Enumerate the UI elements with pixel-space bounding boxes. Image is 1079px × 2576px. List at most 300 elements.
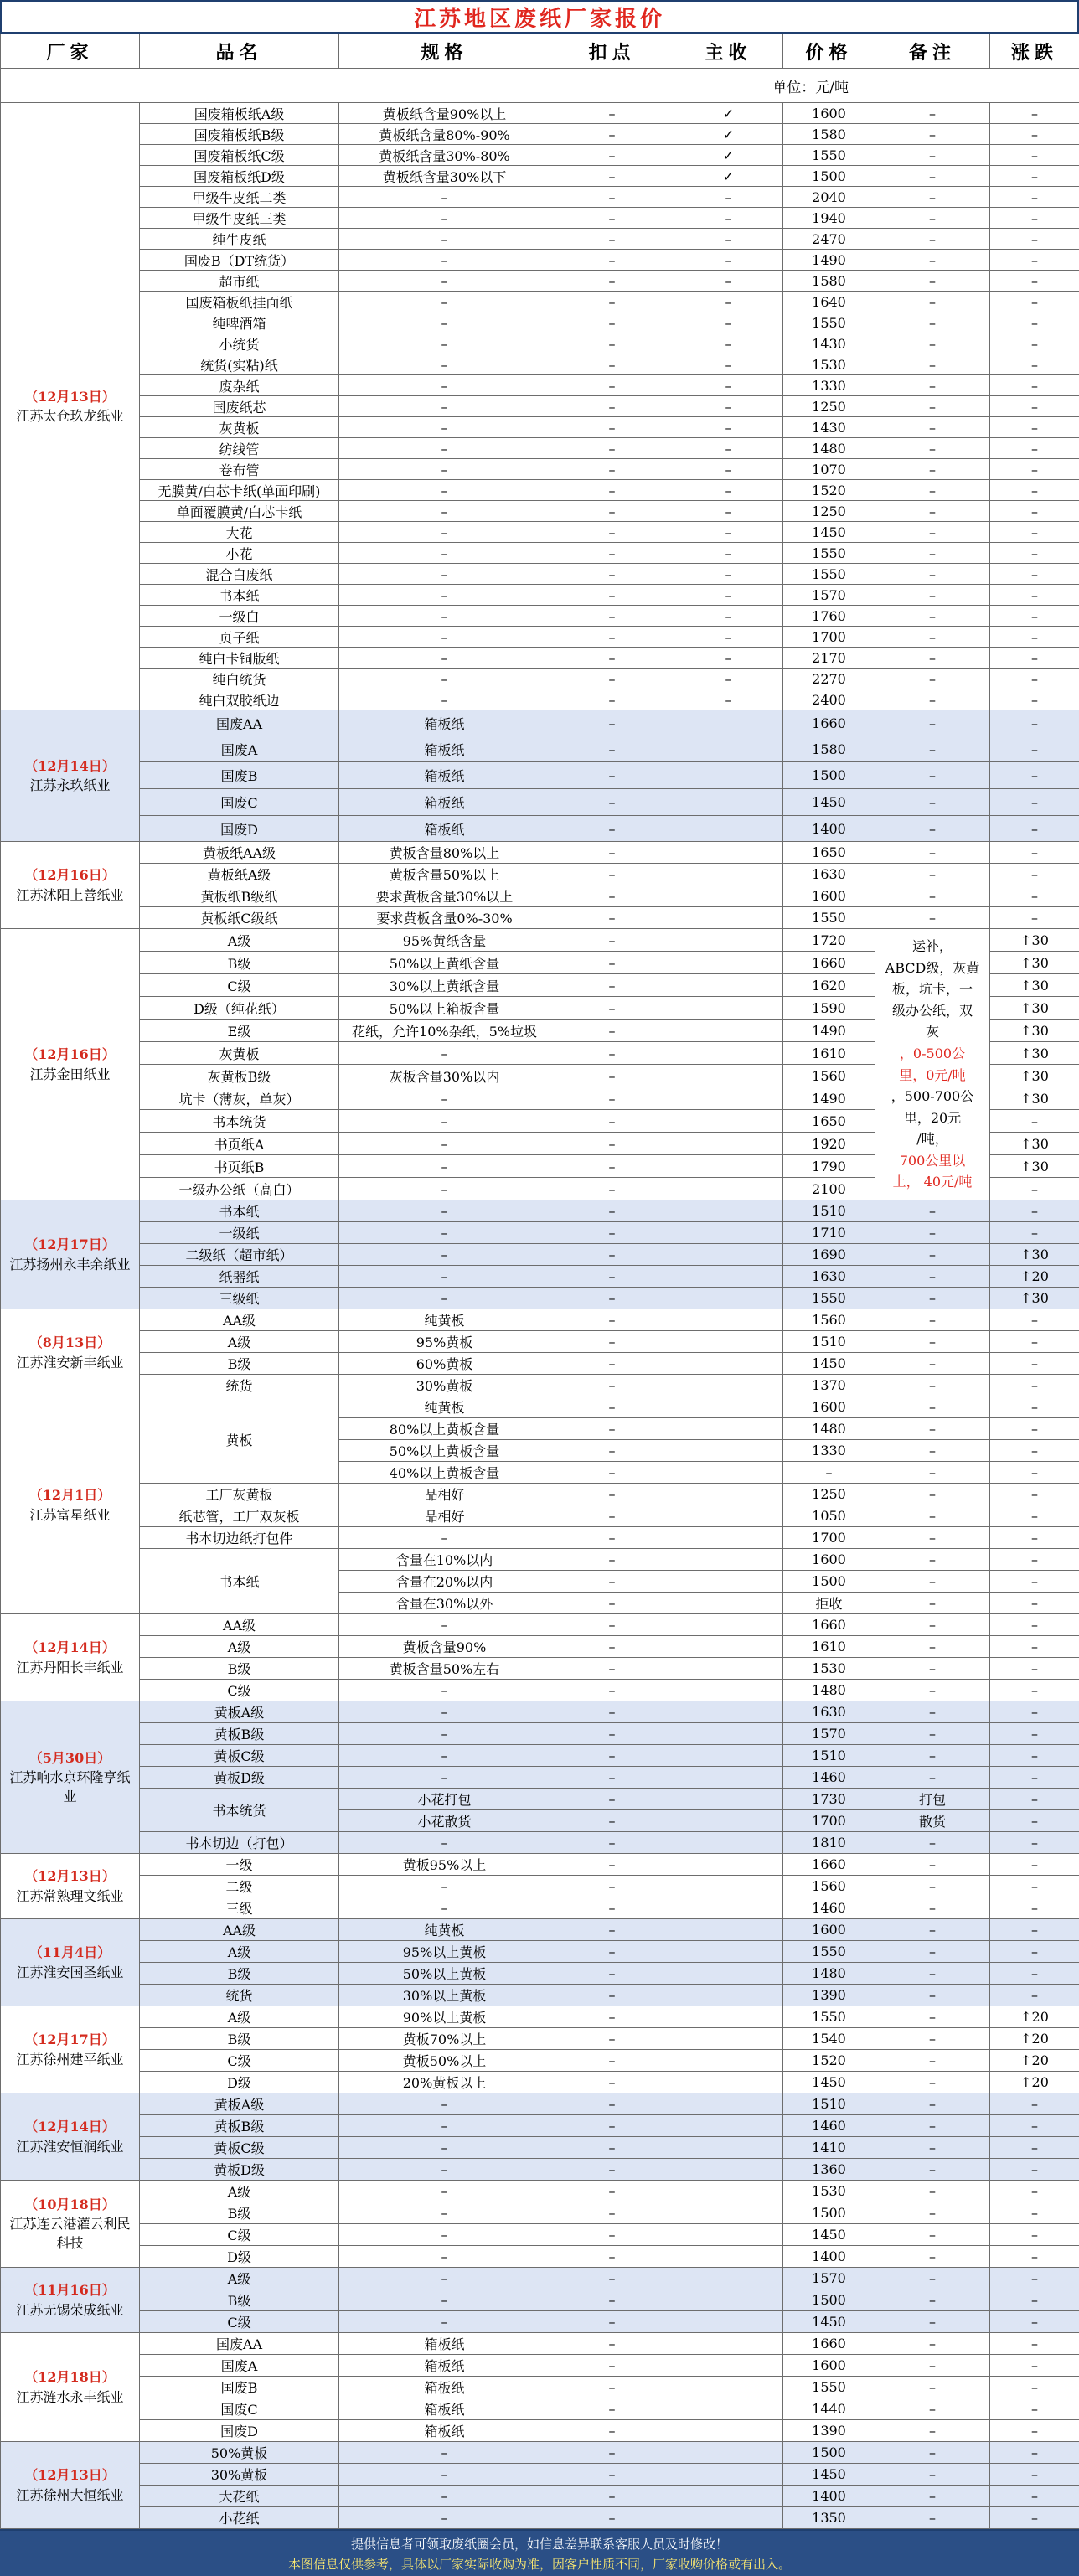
- table-row: [1, 1331, 1079, 1353]
- product-cell: 国废A: [140, 2355, 339, 2377]
- note-cell: [875, 929, 990, 1200]
- price-cell: 1600: [783, 1396, 875, 1418]
- factory-date: （12月13日）: [6, 2465, 134, 2485]
- spec-cell: –: [339, 1876, 550, 1897]
- price-cell: 1620: [783, 974, 875, 997]
- change-cell: –: [990, 1963, 1079, 1985]
- table-row: [1, 1614, 1079, 1636]
- table-row: [1, 1941, 1079, 1963]
- note-cell: –: [875, 2464, 990, 2486]
- price-cell: 1580: [783, 271, 875, 292]
- table-row: [1, 1745, 1079, 1767]
- change-cell: –: [990, 2398, 1079, 2420]
- main-cell: [674, 1266, 783, 1288]
- change-cell: –: [990, 669, 1079, 689]
- price-cell: 1650: [783, 842, 875, 864]
- deduction-cell: –: [550, 1110, 674, 1133]
- note-cell: –: [875, 1919, 990, 1941]
- price-cell: 2100: [783, 1178, 875, 1200]
- change-cell: ↑30: [990, 929, 1079, 952]
- factory-cell: [1, 2181, 140, 2268]
- change-cell: –: [990, 2442, 1079, 2464]
- spec-cell: 箱板纸: [339, 816, 550, 842]
- table-row: [1, 2028, 1079, 2050]
- deduction-cell: –: [550, 1985, 674, 2006]
- spec-cell: 箱板纸: [339, 2377, 550, 2398]
- spec-cell: –: [339, 271, 550, 292]
- note-cell: –: [875, 187, 990, 208]
- deduction-cell: –: [550, 1484, 674, 1505]
- product-cell: 国废A: [140, 736, 339, 762]
- note-cell: –: [875, 2181, 990, 2202]
- main-cell: ✓: [674, 103, 783, 124]
- change-cell: –: [990, 1571, 1079, 1593]
- product-cell: 三级纸: [140, 1288, 339, 1309]
- change-cell: –: [990, 1985, 1079, 2006]
- main-cell: [674, 885, 783, 907]
- deduction-cell: –: [550, 710, 674, 736]
- price-cell: 2170: [783, 648, 875, 669]
- main-cell: [674, 2377, 783, 2398]
- change-cell: –: [990, 1484, 1079, 1505]
- price-cell: 1510: [783, 1745, 875, 1767]
- product-cell: 小花: [140, 543, 339, 564]
- product-cell: B级: [140, 2202, 339, 2224]
- price-cell: 1390: [783, 2420, 875, 2442]
- table-row: [1, 124, 1079, 145]
- product-cell: B级: [140, 1353, 339, 1375]
- factory-name: 江苏沭阳上善纸业: [16, 887, 123, 903]
- product-cell: B级: [140, 2289, 339, 2311]
- price-cell: 1600: [783, 1549, 875, 1571]
- main-cell: [674, 929, 783, 952]
- note-cell: –: [875, 103, 990, 124]
- change-cell: –: [990, 1200, 1079, 1222]
- table-row: [1, 606, 1079, 627]
- main-cell: [674, 1680, 783, 1701]
- spec-cell: –: [339, 1723, 550, 1745]
- product-cell: 国废箱板纸C级: [140, 145, 339, 166]
- deduction-cell: –: [550, 459, 674, 480]
- spec-cell: –: [339, 312, 550, 333]
- table-row: [1, 710, 1079, 736]
- change-cell: –: [990, 2224, 1079, 2246]
- product-cell: 页子纸: [140, 627, 339, 648]
- factory-date: （12月16日）: [6, 865, 134, 885]
- note-line: 里，0元/吨: [879, 1065, 986, 1087]
- note-cell: –: [875, 606, 990, 627]
- price-cell: 1400: [783, 2486, 875, 2507]
- note-cell: –: [875, 1614, 990, 1636]
- note-cell: –: [875, 2093, 990, 2115]
- deduction-cell: –: [550, 1876, 674, 1897]
- product-cell: AA级: [140, 1919, 339, 1941]
- note-cell: –: [875, 229, 990, 250]
- product-cell: AA级: [140, 1309, 339, 1331]
- deduction-cell: –: [550, 907, 674, 929]
- price-cell: 1480: [783, 1680, 875, 1701]
- main-cell: [674, 1353, 783, 1375]
- product-cell: A级: [140, 2268, 339, 2289]
- main-cell: [674, 2072, 783, 2093]
- price-cell: 1530: [783, 1658, 875, 1680]
- change-cell: –: [990, 1505, 1079, 1527]
- spec-cell: 要求黄板含量30%以上: [339, 885, 550, 907]
- price-cell: 1540: [783, 2028, 875, 2050]
- product-cell: 纸器纸: [140, 1266, 339, 1288]
- table-row: [1, 2289, 1079, 2311]
- main-cell: [674, 1636, 783, 1658]
- change-cell: –: [990, 2268, 1079, 2289]
- price-cell: 1480: [783, 1963, 875, 1985]
- price-cell: 1550: [783, 145, 875, 166]
- price-cell: 1250: [783, 501, 875, 522]
- price-cell: 1250: [783, 396, 875, 417]
- product-cell: 甲级牛皮纸三类: [140, 208, 339, 229]
- change-cell: –: [990, 292, 1079, 312]
- header-note: 备注: [875, 34, 990, 69]
- deduction-cell: –: [550, 1222, 674, 1244]
- price-cell: 1550: [783, 2006, 875, 2028]
- table-row: [1, 2420, 1079, 2442]
- main-cell: [674, 2333, 783, 2355]
- main-cell: [674, 1484, 783, 1505]
- deduction-cell: –: [550, 1155, 674, 1178]
- change-cell: –: [990, 627, 1079, 648]
- product-cell: 甲级牛皮纸二类: [140, 187, 339, 208]
- deduction-cell: –: [550, 606, 674, 627]
- product-cell: 国废D: [140, 2420, 339, 2442]
- table-row: [1, 250, 1079, 271]
- deduction-cell: –: [550, 1178, 674, 1200]
- main-cell: [674, 2442, 783, 2464]
- spec-cell: –: [339, 2181, 550, 2202]
- change-cell: ↑20: [990, 2028, 1079, 2050]
- note-cell: –: [875, 1723, 990, 1745]
- spec-cell: –: [339, 2289, 550, 2311]
- product-cell: 国废箱板纸B级: [140, 124, 339, 145]
- table-row: [1, 789, 1079, 816]
- spec-cell: –: [339, 396, 550, 417]
- deduction-cell: –: [550, 2072, 674, 2093]
- table-row: [1, 2268, 1079, 2289]
- product-cell: 小统货: [140, 333, 339, 354]
- change-cell: –: [990, 1593, 1079, 1614]
- note-cell: –: [875, 1985, 990, 2006]
- deduction-cell: –: [550, 789, 674, 816]
- spec-cell: –: [339, 2268, 550, 2289]
- spec-cell: 黄板含量50%以上: [339, 864, 550, 885]
- spec-cell: 要求黄板含量0%-30%: [339, 907, 550, 929]
- main-cell: [674, 2115, 783, 2137]
- deduction-cell: –: [550, 2028, 674, 2050]
- spec-cell: –: [339, 208, 550, 229]
- product-cell: 国废D: [140, 816, 339, 842]
- price-cell: 1450: [783, 2224, 875, 2246]
- note-cell: –: [875, 907, 990, 929]
- main-cell: [674, 2050, 783, 2072]
- table-row: [1, 2442, 1079, 2464]
- factory-date: （12月17日）: [6, 1235, 134, 1254]
- main-cell: –: [674, 229, 783, 250]
- deduction-cell: –: [550, 997, 674, 1020]
- table-row: [1, 292, 1079, 312]
- spec-cell: 50%以上箱板含量: [339, 997, 550, 1020]
- product-cell: C级: [140, 2224, 339, 2246]
- price-cell: 1330: [783, 1440, 875, 1462]
- product-cell: D级: [140, 2246, 339, 2268]
- main-cell: ✓: [674, 145, 783, 166]
- spec-cell: 花纸，允许10%杂纸，5%垃圾: [339, 1020, 550, 1042]
- table-row: [1, 522, 1079, 543]
- deduction-cell: –: [550, 354, 674, 375]
- deduction-cell: –: [550, 1042, 674, 1065]
- spec-cell: –: [339, 375, 550, 396]
- price-cell: 1450: [783, 2072, 875, 2093]
- table-row: [1, 2093, 1079, 2115]
- product-cell: A级: [140, 1941, 339, 1963]
- deduction-cell: –: [550, 627, 674, 648]
- note-cell: –: [875, 1963, 990, 1985]
- change-cell: –: [990, 250, 1079, 271]
- main-cell: [674, 2093, 783, 2115]
- main-cell: [674, 1658, 783, 1680]
- product-cell: 黄板D级: [140, 2159, 339, 2181]
- product-cell: AA级: [140, 1614, 339, 1636]
- price-cell: 1550: [783, 2377, 875, 2398]
- change-cell: –: [990, 762, 1079, 789]
- factory-cell: [1, 1200, 140, 1309]
- price-cell: 1570: [783, 585, 875, 606]
- main-cell: –: [674, 585, 783, 606]
- table-row: [1, 438, 1079, 459]
- product-cell: 废杂纸: [140, 375, 339, 396]
- change-cell: –: [990, 2137, 1079, 2159]
- deduction-cell: –: [550, 2398, 674, 2420]
- deduction-cell: –: [550, 1065, 674, 1087]
- price-cell: 1940: [783, 208, 875, 229]
- header-price: 价格: [783, 34, 875, 69]
- spec-cell: 箱板纸: [339, 2398, 550, 2420]
- table-row: [1, 1396, 1079, 1418]
- change-cell: –: [990, 543, 1079, 564]
- product-cell: 黄板C级: [140, 2137, 339, 2159]
- product-cell: 卷布管: [140, 459, 339, 480]
- spec-cell: 箱板纸: [339, 736, 550, 762]
- main-cell: [674, 1244, 783, 1266]
- spec-cell: 黄板纸含量90%以上: [339, 103, 550, 124]
- change-cell: –: [990, 271, 1079, 292]
- price-cell: 拒收: [783, 1593, 875, 1614]
- factory-cell: [1, 1854, 140, 1919]
- product-cell: 工厂灰黄板: [140, 1484, 339, 1505]
- table-row: [1, 1723, 1079, 1745]
- price-cell: 1660: [783, 952, 875, 974]
- deduction-cell: –: [550, 208, 674, 229]
- note-line: 里，20元: [879, 1107, 986, 1129]
- main-cell: [674, 789, 783, 816]
- price-cell: 1440: [783, 2398, 875, 2420]
- note-cell: –: [875, 585, 990, 606]
- spec-cell: 箱板纸: [339, 2420, 550, 2442]
- note-cell: –: [875, 1462, 990, 1484]
- product-cell: 统货: [140, 1985, 339, 2006]
- main-cell: [674, 762, 783, 789]
- deduction-cell: –: [550, 885, 674, 907]
- spec-cell: –: [339, 2093, 550, 2115]
- spec-cell: –: [339, 438, 550, 459]
- price-cell: 1350: [783, 2507, 875, 2529]
- factory-date: （12月1日）: [6, 1485, 134, 1505]
- main-cell: –: [674, 438, 783, 459]
- spec-cell: 95%以上黄板: [339, 1941, 550, 1963]
- note-cell: –: [875, 1701, 990, 1723]
- product-cell: 国废C: [140, 789, 339, 816]
- change-cell: –: [990, 1941, 1079, 1963]
- price-cell: 1430: [783, 417, 875, 438]
- table-row: [1, 2246, 1079, 2268]
- change-cell: –: [990, 1549, 1079, 1571]
- spec-cell: 纯黄板: [339, 1919, 550, 1941]
- main-cell: [674, 1087, 783, 1110]
- main-cell: [674, 1593, 783, 1614]
- main-cell: [674, 1042, 783, 1065]
- price-cell: 1460: [783, 1897, 875, 1919]
- header-factory: 厂家: [1, 34, 140, 69]
- note-cell: –: [875, 543, 990, 564]
- note-line: ABCD级，灰黄: [879, 958, 986, 979]
- deduction-cell: –: [550, 103, 674, 124]
- product-cell: 大花纸: [140, 2486, 339, 2507]
- spec-cell: –: [339, 1178, 550, 1200]
- deduction-cell: –: [550, 762, 674, 789]
- table-row: [1, 208, 1079, 229]
- price-cell: 1390: [783, 1985, 875, 2006]
- deduction-cell: –: [550, 1440, 674, 1462]
- change-cell: –: [990, 417, 1079, 438]
- note-cell: –: [875, 564, 990, 585]
- product-cell: B级: [140, 1658, 339, 1680]
- deduction-cell: –: [550, 1614, 674, 1636]
- header-change: 涨跌: [990, 34, 1079, 69]
- deduction-cell: –: [550, 2420, 674, 2442]
- deduction-cell: –: [550, 2377, 674, 2398]
- product-cell: 无膜黄/白芯卡纸(单面印刷): [140, 480, 339, 501]
- price-cell: 1480: [783, 1418, 875, 1440]
- price-cell: 2270: [783, 669, 875, 689]
- note-cell: –: [875, 1527, 990, 1549]
- change-cell: –: [990, 1636, 1079, 1658]
- spec-cell: –: [339, 417, 550, 438]
- header-deduction: 扣点: [550, 34, 674, 69]
- table-row: [1, 2355, 1079, 2377]
- change-cell: –: [990, 1396, 1079, 1418]
- factory-name: 江苏太仓玖龙纸业: [16, 408, 123, 424]
- main-cell: [674, 1985, 783, 2006]
- table-row: [1, 929, 1079, 952]
- change-cell: –: [990, 1178, 1079, 1200]
- spec-cell: –: [339, 459, 550, 480]
- main-cell: [674, 1110, 783, 1133]
- price-cell: 1600: [783, 885, 875, 907]
- factory-name: 江苏涟水永丰纸业: [16, 2389, 123, 2405]
- price-cell: 1400: [783, 2246, 875, 2268]
- main-cell: –: [674, 187, 783, 208]
- note-cell: –: [875, 1505, 990, 1527]
- change-cell: –: [990, 1810, 1079, 1832]
- product-cell: 灰黄板: [140, 1042, 339, 1065]
- deduction-cell: –: [550, 333, 674, 354]
- main-cell: [674, 974, 783, 997]
- price-cell: 1760: [783, 606, 875, 627]
- spec-cell: –: [339, 1767, 550, 1789]
- price-cell: 1410: [783, 2137, 875, 2159]
- note-cell: –: [875, 2224, 990, 2246]
- deduction-cell: –: [550, 1020, 674, 1042]
- price-cell: 1660: [783, 710, 875, 736]
- factory-cell: [1, 1701, 140, 1854]
- note-cell: –: [875, 2355, 990, 2377]
- note-cell: –: [875, 1593, 990, 1614]
- main-cell: [674, 2028, 783, 2050]
- note-cell: –: [875, 736, 990, 762]
- note-cell: –: [875, 816, 990, 842]
- price-cell: 1700: [783, 1810, 875, 1832]
- table-row: [1, 354, 1079, 375]
- note-cell: –: [875, 864, 990, 885]
- main-cell: [674, 1222, 783, 1244]
- note-cell: –: [875, 124, 990, 145]
- deduction-cell: –: [550, 1810, 674, 1832]
- deduction-cell: –: [550, 480, 674, 501]
- price-cell: 1520: [783, 2050, 875, 2072]
- price-cell: 1530: [783, 2181, 875, 2202]
- table-row: [1, 459, 1079, 480]
- deduction-cell: –: [550, 1658, 674, 1680]
- price-cell: 1650: [783, 1110, 875, 1133]
- product-cell: 黄板纸A级: [140, 864, 339, 885]
- change-cell: ↑30: [990, 1155, 1079, 1178]
- main-cell: ✓: [674, 124, 783, 145]
- spec-cell: 含量在30%以外: [339, 1593, 550, 1614]
- product-cell: 一级白: [140, 606, 339, 627]
- spec-cell: –: [339, 606, 550, 627]
- table-row: [1, 762, 1079, 789]
- deduction-cell: –: [550, 929, 674, 952]
- note-line: 级办公纸，双: [879, 1000, 986, 1022]
- main-cell: [674, 2486, 783, 2507]
- change-cell: ↑30: [990, 1288, 1079, 1309]
- change-cell: –: [990, 689, 1079, 710]
- main-cell: –: [674, 522, 783, 543]
- price-cell: 1790: [783, 1155, 875, 1178]
- note-cell: –: [875, 762, 990, 789]
- deduction-cell: –: [550, 2006, 674, 2028]
- change-cell: –: [990, 564, 1079, 585]
- spec-cell: –: [339, 1701, 550, 1723]
- table-row: [1, 2159, 1079, 2181]
- spec-cell: –: [339, 2202, 550, 2224]
- change-cell: ↑30: [990, 1087, 1079, 1110]
- note-cell: –: [875, 292, 990, 312]
- table-row: [1, 2224, 1079, 2246]
- price-cell: 1560: [783, 1065, 875, 1087]
- spec-cell: –: [339, 480, 550, 501]
- table-row: [1, 1680, 1079, 1701]
- product-cell: 黄板B级: [140, 1723, 339, 1745]
- note-cell: –: [875, 2072, 990, 2093]
- spec-cell: –: [339, 2224, 550, 2246]
